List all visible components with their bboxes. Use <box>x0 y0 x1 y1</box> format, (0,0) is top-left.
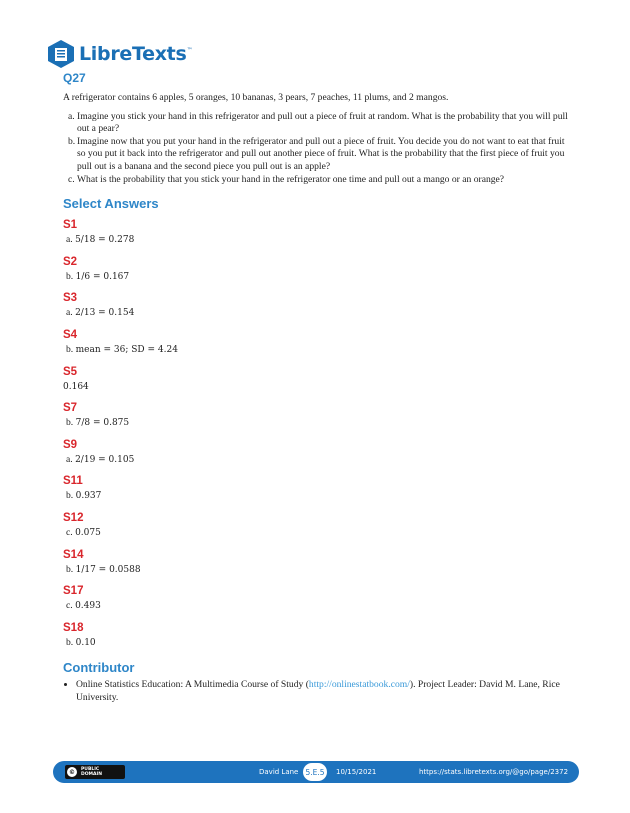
answer-value-row <box>63 307 568 320</box>
answer-value-row <box>63 234 568 247</box>
answer-id: S9 <box>63 438 78 451</box>
answer-value: 0.493 <box>75 601 101 612</box>
page-content <box>63 71 568 704</box>
question-item-label: a. <box>68 110 75 122</box>
answers-list <box>63 219 568 649</box>
answer-value-row <box>63 490 568 503</box>
question-item <box>68 173 568 187</box>
question-item-text: Imagine you stick your hand in this refrigerator and pull out a piece of fruit at random. What is the probability that you will pull out a pear? <box>77 110 568 135</box>
answer-option: a. <box>66 234 73 246</box>
answer-value-row <box>63 344 568 357</box>
question-item-label: c. <box>68 173 75 185</box>
answer-option: b. <box>66 343 74 355</box>
answer-option: b. <box>66 270 74 282</box>
contributor-list <box>63 679 568 704</box>
answer-option: b. <box>66 563 74 575</box>
answer-value-row <box>63 600 568 613</box>
answer-id: S5 <box>63 365 78 378</box>
public-domain-badge[interactable] <box>65 765 125 779</box>
license-label <box>81 767 102 777</box>
answer-value: 2/13 = 0.154 <box>75 308 135 319</box>
answer-id: S1 <box>63 219 78 232</box>
answer-value: 1/17 = 0.0588 <box>75 564 141 575</box>
page-footer <box>53 761 579 783</box>
contributor-heading: Contributor <box>63 660 135 676</box>
contributor-text-after: ). Project Leader: David M. Lane, Rice University. <box>76 679 560 703</box>
answer-option: b. <box>66 490 74 502</box>
answer-id: S2 <box>63 255 78 268</box>
onlinestatbook-link[interactable]: http://onlinestatbook.com/ <box>308 679 410 691</box>
answer-option: b. <box>66 636 74 648</box>
footer-url[interactable]: https://stats.libretexts.org/@go/page/2372 <box>419 768 569 776</box>
question-id: Q27 <box>63 71 86 85</box>
answer-value-row <box>63 564 568 577</box>
question-item-text: What is the probability that you stick your hand in the refrigerator one time and pull out a mango or an orange? <box>77 173 505 185</box>
brand-name: LibreTexts <box>79 43 187 65</box>
answer-value-row <box>63 381 568 394</box>
contributor-item <box>76 679 568 704</box>
contributor-text-before: Online Statistics Education: A Multimedia Course of Study ( <box>76 679 309 691</box>
license-line1: PUBLIC <box>81 767 100 772</box>
answer-id: S7 <box>63 402 78 415</box>
answer-id: S12 <box>63 511 84 524</box>
question-item-label: b. <box>68 135 76 147</box>
answer-value-row <box>63 417 568 430</box>
question-item <box>68 135 568 174</box>
answer-option: c. <box>66 526 73 538</box>
answer-value-row <box>63 527 568 540</box>
license-line2: DOMAIN <box>81 772 102 777</box>
answer-id: S4 <box>63 328 78 341</box>
answer-value: 0.075 <box>75 527 101 538</box>
section-badge: 5.E.5 <box>303 763 327 781</box>
answer-id: S3 <box>63 292 78 305</box>
answer-value: 0.10 <box>75 637 96 648</box>
answer-option: b. <box>66 417 74 429</box>
answer-value: 2/19 = 0.105 <box>75 454 135 465</box>
footer-date: 10/15/2021 <box>336 768 377 776</box>
answer-value: 5/18 = 0.278 <box>75 235 135 246</box>
question-item <box>68 110 568 136</box>
public-domain-icon: © <box>69 768 75 776</box>
answers-heading: Select Answers <box>63 196 159 212</box>
answer-id: S17 <box>63 585 84 598</box>
footer-author: David Lane <box>259 768 299 776</box>
answer-value: 1/6 = 0.167 <box>75 271 130 282</box>
question-items <box>63 111 568 187</box>
brand-tm: ™ <box>186 47 193 54</box>
answer-option: a. <box>66 453 73 465</box>
answer-id: S14 <box>63 548 84 561</box>
answer-value: 0.937 <box>75 491 102 502</box>
question-intro: A refrigerator contains 6 apples, 5 oranges, 10 bananas, 3 pears, 7 peaches, 11 plums, and 2 mangos. <box>63 92 449 103</box>
answer-value: 7/8 = 0.875 <box>75 418 130 429</box>
answer-option: a. <box>66 307 73 319</box>
answer-id: S11 <box>63 475 83 488</box>
answer-value: mean = 36; SD = 4.24 <box>75 344 178 355</box>
answer-value-row <box>63 454 568 467</box>
answer-value-row <box>63 271 568 284</box>
answer-option: c. <box>66 600 73 612</box>
question-item-text: Imagine now that you put your hand in the refrigerator and pull out a piece of fruit. You decide you do not want to eat that fruit so you put it back into the refrigerator and pull out another piece of fruit. What is the probability that the first piece of fruit you pull out is a banana and the second piece you pull out is an apple? <box>77 135 565 172</box>
answer-value: 0.164 <box>63 381 89 392</box>
answer-value-row <box>63 637 568 650</box>
libretexts-logo[interactable] <box>46 39 192 69</box>
answer-id: S18 <box>63 621 84 634</box>
libretexts-hex-icon <box>46 39 76 69</box>
